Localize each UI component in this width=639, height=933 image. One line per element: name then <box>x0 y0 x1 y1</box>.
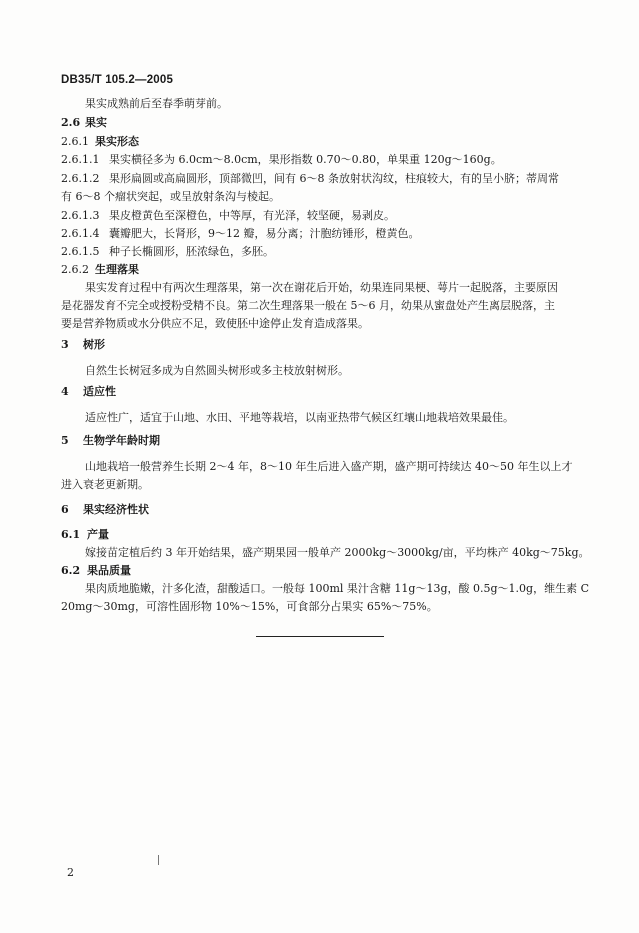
text-line: 有 6～8 个瘤状突起，或呈放射条沟与棱起。 <box>61 190 280 203</box>
clause-number: 2.6.1.1 <box>61 153 100 166</box>
clause-text: 种子长椭圆形，胚浓绿色，多胚。 <box>109 245 274 258</box>
section-heading-2-6 <box>61 116 107 130</box>
section-heading-6-1 <box>61 528 109 542</box>
section-number: 6 <box>61 503 69 516</box>
section-title: 适应性 <box>83 385 116 398</box>
section-heading-5 <box>61 434 160 448</box>
text-line: 要是营养物质或水分供应不足，致使胚中途停止发育造成落果。 <box>61 317 369 330</box>
section-heading-6-2 <box>61 564 131 578</box>
text-line: 是花器发育不完全或授粉受精不良。第二次生理落果一般在 5～6 月，幼果从蜜盘处产生离层脱落，主 <box>61 299 555 312</box>
section-title: 生物学年龄时期 <box>83 434 160 447</box>
section-heading-2-6-1 <box>61 135 139 149</box>
section-title: 果品质量 <box>87 564 131 577</box>
text-line: 果实发育过程中有两次生理落果，第一次在谢花后开始，幼果连同果梗、萼片一起脱落，主要原因 <box>85 281 558 294</box>
section-title: 果实形态 <box>95 135 139 148</box>
clause-number: 2.6.1.4 <box>61 227 100 240</box>
clause-2-6-1-4 <box>61 227 420 241</box>
section-title: 生理落果 <box>95 263 139 276</box>
text-line: 进入衰老更新期。 <box>61 478 149 491</box>
text-line: 适应性广，适宜于山地、水田、平地等栽培，以南亚热带气候区红壤山地栽培效果最佳。 <box>85 411 514 424</box>
text-line: 山地栽培一般营养生长期 2～4 年，8～10 年生后进入盛产期，盛产期可持续达 40～50 年生以上才 <box>85 460 573 473</box>
text-line: 20mg～30mg，可溶性固形物 10%～15%，可食部分占果实 65%～75%。 <box>61 600 438 613</box>
clause-2-6-1-1 <box>61 153 502 167</box>
clause-text: 囊瓣肥大，长肾形，9～12 瓣，易分离；汁胞纺锤形，橙黄色。 <box>109 227 420 240</box>
section-number: 3 <box>61 338 69 351</box>
clause-number: 2.6.1.5 <box>61 245 100 258</box>
text-line: 嫁接苗定植后约 3 年开始结果，盛产期果园一般单产 2000kg～3000kg/亩，平均株产 40kg～75kg。 <box>85 546 590 559</box>
clause-text: 果形扁圆或高扁圆形，顶部微凹，间有 6～8 条放射状沟纹，柱痕较大，有的呈小脐；蒂周常 <box>109 172 559 185</box>
section-heading-4 <box>61 385 116 399</box>
end-rule <box>256 636 384 637</box>
section-number: 2.6 <box>61 116 81 129</box>
section-number: 6.2 <box>61 564 81 577</box>
clause-2-6-1-5 <box>61 245 274 259</box>
clause-text: 果皮橙黄色至深橙色，中等厚，有光泽，较坚硬，易剥皮。 <box>109 209 395 222</box>
section-number: 2.6.1 <box>61 135 89 148</box>
scan-artifact <box>158 855 159 865</box>
section-title: 产量 <box>87 528 109 541</box>
section-title: 果实经济性状 <box>83 503 149 516</box>
standard-code-header: DB35/T 105.2—2005 <box>61 74 174 86</box>
section-heading-3 <box>61 338 105 352</box>
clause-2-6-1-2 <box>61 172 559 186</box>
section-heading-6 <box>61 503 149 517</box>
clause-number: 2.6.1.2 <box>61 172 100 185</box>
text-line: 果肉质地脆嫩，汁多化渣，甜酸适口。一般每 100ml 果汁含糖 11g～13g，酸 0.5g～1.0g，维生素 C <box>85 582 589 595</box>
text-line: 果实成熟前后至春季萌芽前。 <box>85 97 228 110</box>
section-number: 5 <box>61 434 69 447</box>
section-heading-2-6-2 <box>61 263 139 277</box>
text-line: 自然生长树冠多成为自然圆头树形或多主枝放射树形。 <box>85 364 349 377</box>
section-number: 6.1 <box>61 528 81 541</box>
clause-number: 2.6.1.3 <box>61 209 100 222</box>
section-number: 4 <box>61 385 69 398</box>
clause-text: 果实横径多为 6.0cm～8.0cm，果形指数 0.70～0.80，单果重 120g～160g。 <box>109 153 502 166</box>
page-number: 2 <box>67 866 74 879</box>
clause-2-6-1-3 <box>61 209 395 223</box>
section-number: 2.6.2 <box>61 263 89 276</box>
section-title: 果实 <box>85 116 107 129</box>
section-title: 树形 <box>83 338 105 351</box>
